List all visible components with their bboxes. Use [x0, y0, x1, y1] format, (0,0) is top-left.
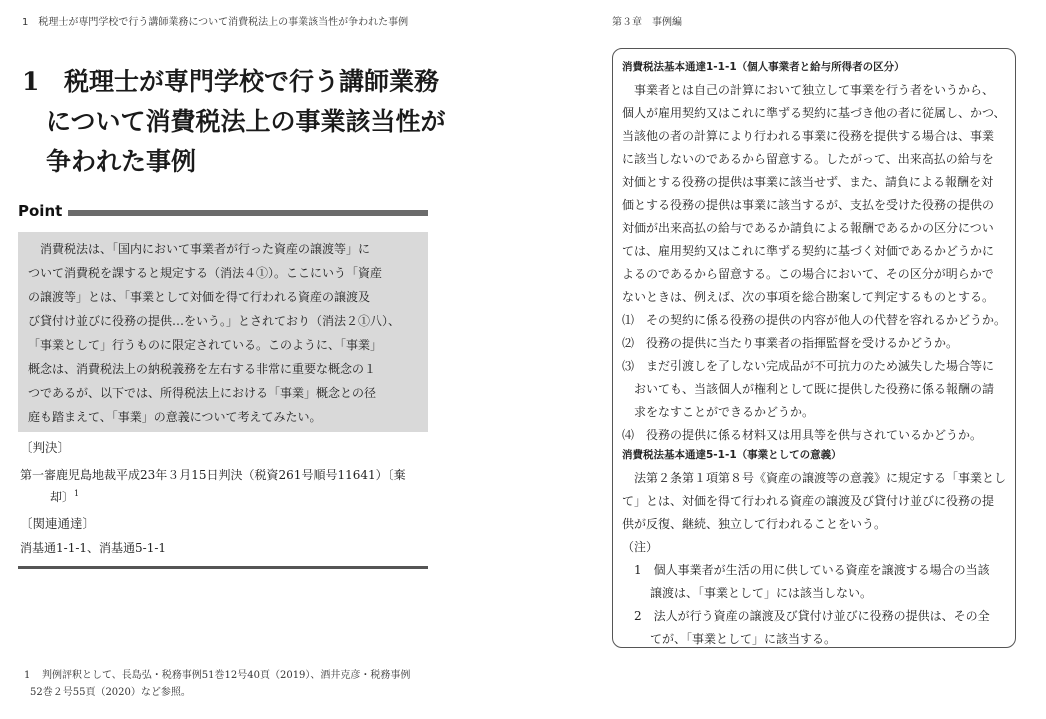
section1-line: ては、雇用契約又はこれに準ずる契約に基づく対価であるかどうかに: [622, 244, 995, 258]
point-line: 消費税法は、「国内において事業者が行った資産の譲渡等」に: [40, 242, 371, 256]
footnote-line: 判例評釈として、長島弘・税務事例51巻12号40頁（2019）、酒井克彦・税務事例: [42, 670, 411, 681]
list-text: 役務の提供に当たり事業者の指揮監督を受けるかどうか。: [646, 336, 959, 350]
title-number: 1: [22, 67, 40, 96]
point-rule: [68, 210, 428, 216]
running-header-left: 1 税理士が専門学校で行う講師業務について消費税法上の事業該当性が争われた事例: [22, 17, 409, 28]
list-text: 役務の提供に係る材料又は用具等を供与されているかどうか。: [646, 428, 983, 442]
title-line: 争われた事例: [46, 147, 197, 176]
judgment-heading: 〔判決〕: [20, 440, 71, 455]
point-line: 「事業として」行うものに限定されている。このように、「事業」: [28, 338, 383, 352]
section1-heading: 消費税法基本通達1-1-1（個人事業者と給与所得者の区分）: [622, 61, 905, 73]
point-line: 庭も踏まえて、「事業」の意義について考えてみたい。: [28, 410, 322, 424]
section1-line: 当該他の者の計算により行われる事業に役務を提供する場合は、事業: [622, 129, 995, 143]
point-label: Point: [18, 202, 63, 220]
list-item: [622, 355, 1014, 378]
list-text: まだ引渡しを了しない完成品が不可抗力のため滅失した場合等に: [646, 359, 995, 373]
point-line: つであるが、以下では、所得税法上における「事業」概念との径: [28, 386, 377, 400]
list-text: その契約に係る役務の提供の内容が他人の代替を容れるかどうか。: [646, 313, 1007, 327]
list-mark: ⑷: [622, 428, 635, 442]
running-header-right: 第３章 事例編: [612, 17, 682, 28]
related-text: 消基通1-1-1、消基通5-1-1: [20, 541, 167, 555]
note-text: 個人事業者が生活の用に供している資産を譲渡する場合の当該: [653, 563, 990, 577]
section1-line: 個人が雇用契約又はこれに準ずる契約に基づき他の者に従属し、かつ、: [622, 106, 1006, 120]
footnote-mark: 1: [74, 489, 80, 498]
section2-heading: 消費税法基本通達5-1-1（事業としての意義）: [622, 449, 842, 461]
tsutatsu-content: [622, 56, 1014, 447]
note-item: [622, 559, 1014, 582]
judgment-result: [50, 488, 79, 505]
section1-line: 対価が出来高払の給与であるか請負による報酬であるかの区分につい: [622, 221, 994, 235]
point-line: の譲渡等」とは、「事業として対価を得て行われる資産の譲渡及: [28, 290, 371, 304]
judgment-result-text: 却〕: [50, 490, 75, 504]
note-text: てが、「事業として」に該当する。: [650, 632, 837, 646]
page-title: [22, 62, 446, 182]
note-label: （注）: [622, 540, 659, 554]
section1-line: 事業者とは自己の計算において独立して事業を行う者をいうから、: [634, 83, 995, 97]
point-line: 概念は、消費税法上の納税義務を左右する非常に重要な概念の１: [28, 362, 377, 376]
list-mark: ⑶: [622, 359, 635, 373]
judgment-citation: 第一審鹿児島地裁平成23年３月15日判決（税資261号順号11641）〔棄: [20, 468, 406, 482]
section1-line: 価とする役務の提供は事業に該当するが、支払を受けた役務の提供の: [622, 198, 995, 212]
section2-line: 法第２条第１項第８号《資産の譲渡等の意義》に規定する「事業とし: [634, 471, 1007, 485]
note-text: 法人が行う資産の譲渡及び貸付け並びに役務の提供は、その全: [653, 609, 990, 623]
list-item: [622, 332, 1014, 355]
list-mark: ⑴: [622, 313, 635, 327]
section2-line: 供が反復、継続、独立して行われることをいう。: [622, 517, 887, 531]
note-item: [622, 605, 1014, 628]
section1-line: に該当しないのであるから留意する。したがって、出来高払の給与を: [622, 152, 994, 166]
section2-line: て」とは、対価を得て行われる資産の譲渡及び貸付け並びに役務の提: [622, 494, 995, 508]
list-mark: ⑵: [622, 336, 635, 350]
list-text: おいても、当該個人が権利として既に提供した役務に係る報酬の請: [634, 382, 995, 396]
footnote-line: 52巻２号55頁（2020）など参照。: [30, 687, 191, 698]
list-item: [622, 309, 1014, 332]
section1-line: よるのであるから留意する。この場合において、その区分が明らかで: [622, 267, 994, 281]
section1-line: ないときは、例えば、次の事項を総合勘案して判定するものとする。: [622, 290, 995, 304]
title-line: 税理士が専門学校で行う講師業務: [64, 67, 440, 96]
section-divider: [18, 566, 428, 569]
point-line: ついて消費税を課すると規定する（消法４①）。ここにいう「資産: [28, 266, 383, 280]
note-mark: 2: [634, 609, 642, 623]
tsutatsu-content-2: [622, 444, 1014, 651]
section1-line: 対価とする役務の提供は事業に該当せず、また、請負による報酬を対: [622, 175, 994, 189]
note-text: 譲渡は、「事業として」には該当しない。: [650, 586, 873, 600]
footnote-number: 1: [24, 670, 31, 681]
point-header: [18, 202, 428, 222]
list-text: 求をなすことができるかどうか。: [634, 405, 815, 419]
title-line: について消費税法上の事業該当性が: [46, 107, 446, 136]
point-summary-box: [18, 232, 428, 432]
note-mark: 1: [634, 563, 642, 577]
point-line: び貸付け並びに役務の提供…をいう。」とされており（消法２①八）、: [28, 314, 401, 328]
related-heading: 〔関連通達〕: [20, 516, 96, 531]
